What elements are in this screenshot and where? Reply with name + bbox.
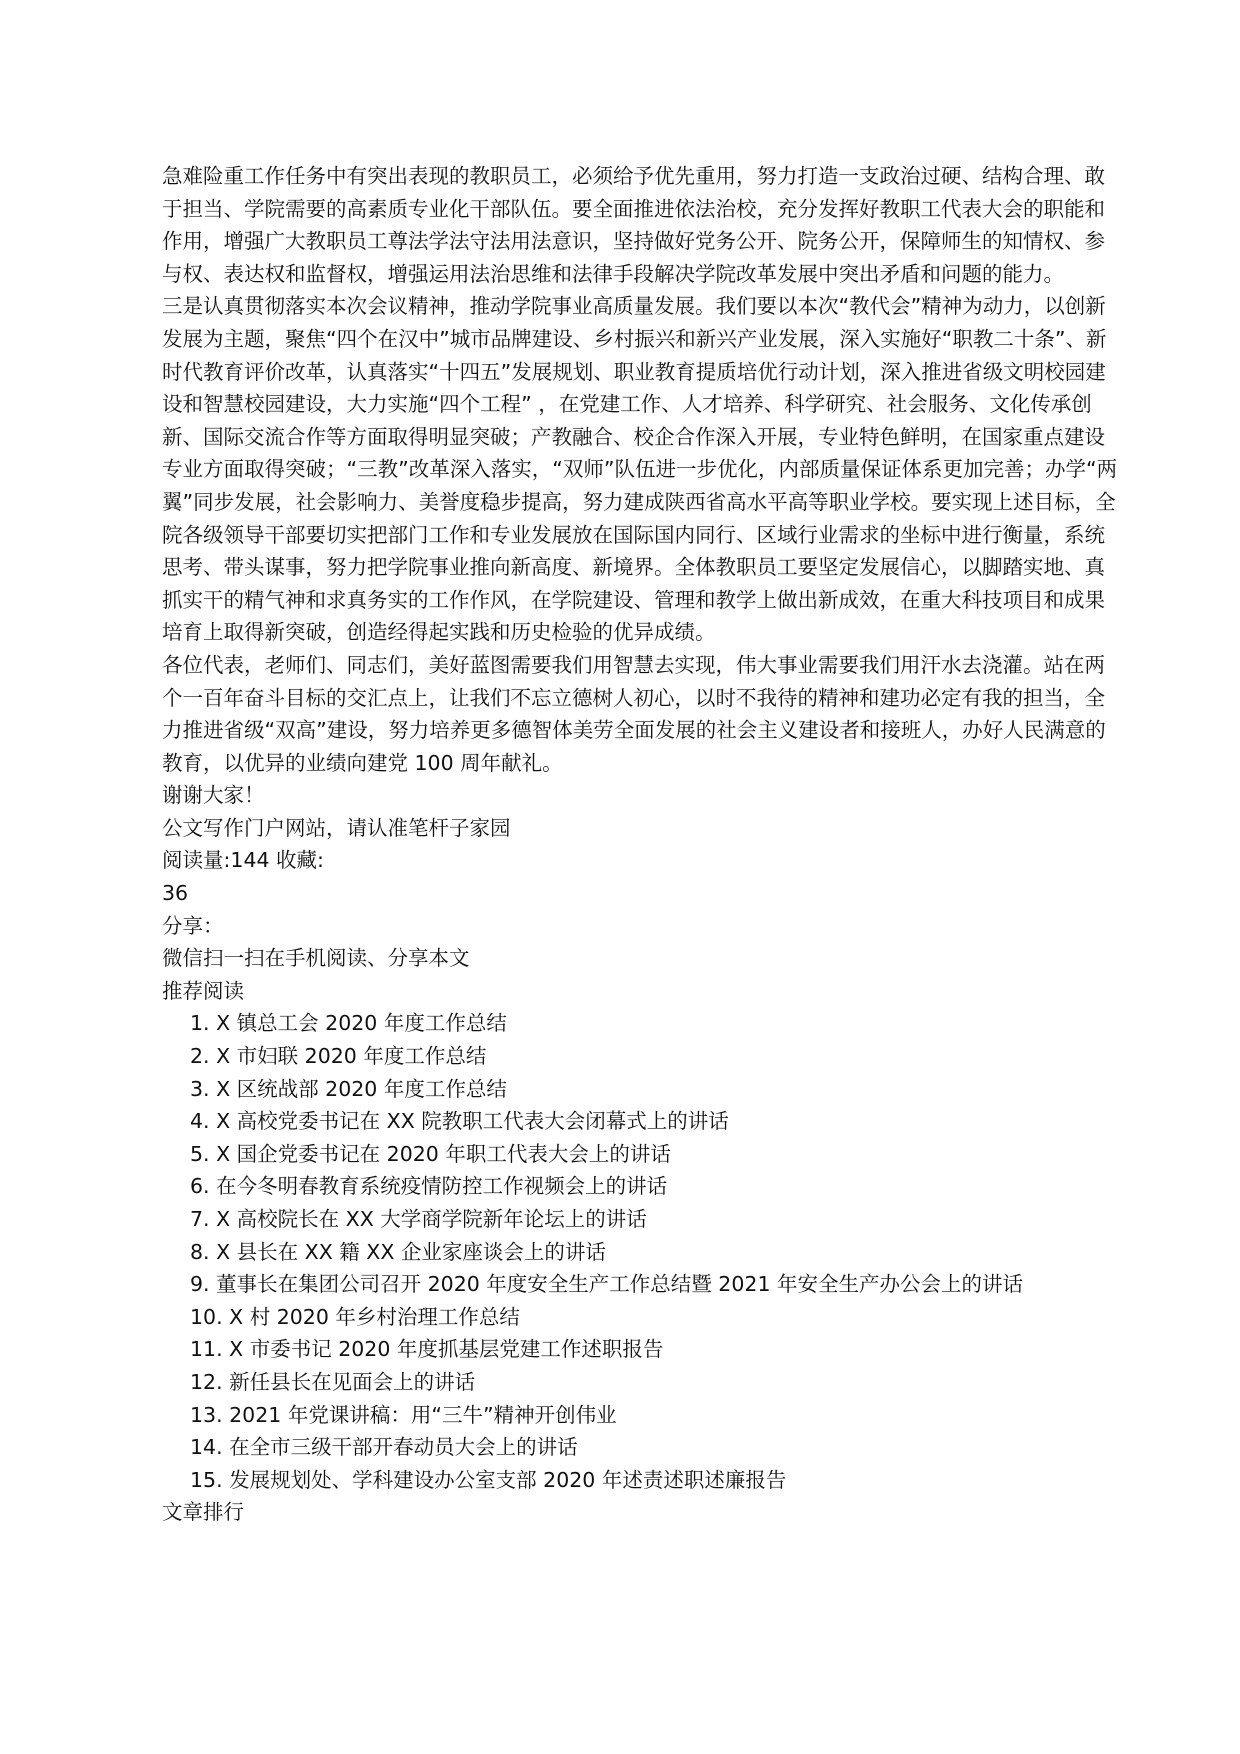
recommend-item[interactable]	[190, 1138, 1122, 1171]
recommend-item[interactable]	[190, 1301, 1122, 1334]
item-title: X 区统战部 2020 年度工作总结	[216, 1076, 507, 1101]
wechat-share-hint: 微信扫一扫在手机阅读、分享本文	[162, 946, 470, 971]
recommend-item[interactable]	[190, 1236, 1122, 1269]
item-number: 11.	[190, 1337, 223, 1362]
item-title: X 国企党委书记在 2020 年职工代表大会上的讲话	[216, 1141, 671, 1166]
closing-thanks: 谢谢大家！	[162, 783, 265, 808]
item-number: 9.	[190, 1272, 210, 1297]
item-number: 8.	[190, 1239, 210, 1264]
item-number: 10.	[190, 1304, 223, 1329]
item-title: X 县长在 XX 籍 XX 企业家座谈会上的讲话	[216, 1239, 606, 1264]
item-number: 4.	[190, 1109, 210, 1134]
recommend-list	[162, 1007, 1122, 1496]
item-number: 13.	[190, 1402, 223, 1427]
recommend-item[interactable]	[190, 1105, 1122, 1138]
item-number: 14.	[190, 1435, 223, 1460]
recommend-item[interactable]	[190, 1073, 1122, 1106]
portal-text: 公文写作门户网站，请认准笔杆子家园	[162, 815, 511, 840]
item-title: X 高校党委书记在 XX 院教职工代表大会闭幕式上的讲话	[216, 1109, 729, 1134]
ranking-heading: 文章排行	[162, 1500, 244, 1525]
recommend-item[interactable]	[190, 1040, 1122, 1073]
item-number: 2.	[190, 1044, 210, 1069]
article-paragraph-3: 各位代表，老师们、同志们，美好蓝图需要我们用智慧去实现，伟大事业需要我们用汗水去浇灌。站在两个一百年奋斗目标的交汇点上，让我们不忘立德树人初心，以时不我待的精神和建功必定有我的担当，全力推进省级“双高”建设，努力培养更多德智体美劳全面发展的社会主义建设者和接班人，办好人民满意的教育，以优异的业绩向建党 100 周年献礼。	[162, 652, 1106, 775]
item-title: X 高校院长在 XX 大学商学院新年论坛上的讲话	[216, 1207, 647, 1231]
item-title: 发展规划处、学科建设办公室支部 2020 年述责述职述廉报告	[229, 1467, 787, 1492]
item-number: 1.	[190, 1011, 210, 1036]
item-title: 在全市三级干部开春动员大会上的讲话	[229, 1435, 578, 1460]
article-paragraph-2: 三是认真贯彻落实本次会议精神，推动学院事业高质量发展。我们要以本次“教代会”精神为动力，以创新发展为主题，聚焦“四个在汉中”城市品牌建设、乡村振兴和新兴产业发展，深入实施好“职教二十条”、新时代教育评价改革，认真落实“十四五”发展规划、职业教育提质培优行动计划，深入推进省级文明校园建设和智慧校园建设，大力实施“四个工程” ，在党建工作、人才培养、科学研究、社会服务、文化传承创新、国际交流合作等方面取得明显突破；产教融合、校企合作深入开展，专业特色鲜明，在国家重点建设专业方面取得突破；“三教”改革深入落实，“双师”队伍进一步优化，内部质量保证体系更加完善；办学“两翼”同步发展，社会影响力、美誉度稳步提高，努力建成陕西省高水平高等职业学校。要实现上述目标，全院各级领导干部要切实把部门工作和专业发展放在国际国内同行、区域行业需求的坐标中进行衡量，系统思考、带头谋事，努力把学院事业推向新高度、新境界。全体教职员工要坚定发展信心，以脚踏实地、真抓实干的精气神和求真务实的工作作风，在学院建设、管理和教学上做出新成效，在重大科技项目和成果培育上取得新突破，创造经得起实践和历史检验的优异成绩。	[162, 294, 1118, 645]
item-title: 新任县长在见面会上的讲话	[229, 1369, 476, 1394]
share-label: 分享：	[162, 913, 224, 938]
item-number: 6.	[190, 1174, 210, 1199]
item-title: 2021 年党课讲稿：用“三牛”精神开创伟业	[229, 1402, 617, 1427]
recommend-item[interactable]	[190, 1366, 1122, 1399]
recommend-item[interactable]	[190, 1431, 1122, 1464]
favorites-count: 36	[162, 881, 189, 906]
recommend-heading: 推荐阅读	[162, 978, 244, 1003]
recommend-item[interactable]	[190, 1333, 1122, 1366]
item-title: X 镇总工会 2020 年度工作总结	[216, 1011, 507, 1036]
recommend-item[interactable]	[190, 1464, 1122, 1497]
item-title: X 市妇联 2020 年度工作总结	[216, 1044, 487, 1069]
recommend-item[interactable]	[190, 1007, 1122, 1040]
item-number: 7.	[190, 1207, 210, 1231]
read-count: 阅读量:144 收藏:	[162, 848, 324, 873]
item-number: 15.	[190, 1467, 223, 1492]
recommend-item[interactable]	[190, 1399, 1122, 1432]
item-number: 5.	[190, 1141, 210, 1166]
item-title: X 村 2020 年乡村治理工作总结	[229, 1304, 520, 1329]
item-title: 在今冬明春教育系统疫情防控工作视频会上的讲话	[216, 1174, 668, 1199]
article-paragraph-1: 急难险重工作任务中有突出表现的教职员工，必须给予优先重用，努力打造一支政治过硬、结构合理、敢于担当、学院需要的高素质专业化干部队伍。要全面推进依法治校，充分发挥好教职工代表大会的职能和作用，增强广大教职员工尊法学法守法用法意识，坚持做好党务公开、院务公开，保障师生的知情权、参与权、表达权和监督权，增强运用法治思维和法律手段解决学院改革发展中突出矛盾和问题的能力。	[162, 164, 1105, 286]
item-number: 12.	[190, 1369, 223, 1394]
item-number: 3.	[190, 1076, 210, 1101]
recommend-item[interactable]	[190, 1268, 1122, 1301]
recommend-item[interactable]	[190, 1203, 1122, 1236]
item-title: X 市委书记 2020 年度抓基层党建工作述职报告	[229, 1337, 664, 1362]
document-page	[162, 160, 1122, 1529]
recommend-item[interactable]	[190, 1170, 1122, 1203]
item-title: 董事长在集团公司召开 2020 年度安全生产工作总结暨 2021 年安全生产办公会上的讲话	[216, 1272, 1023, 1297]
